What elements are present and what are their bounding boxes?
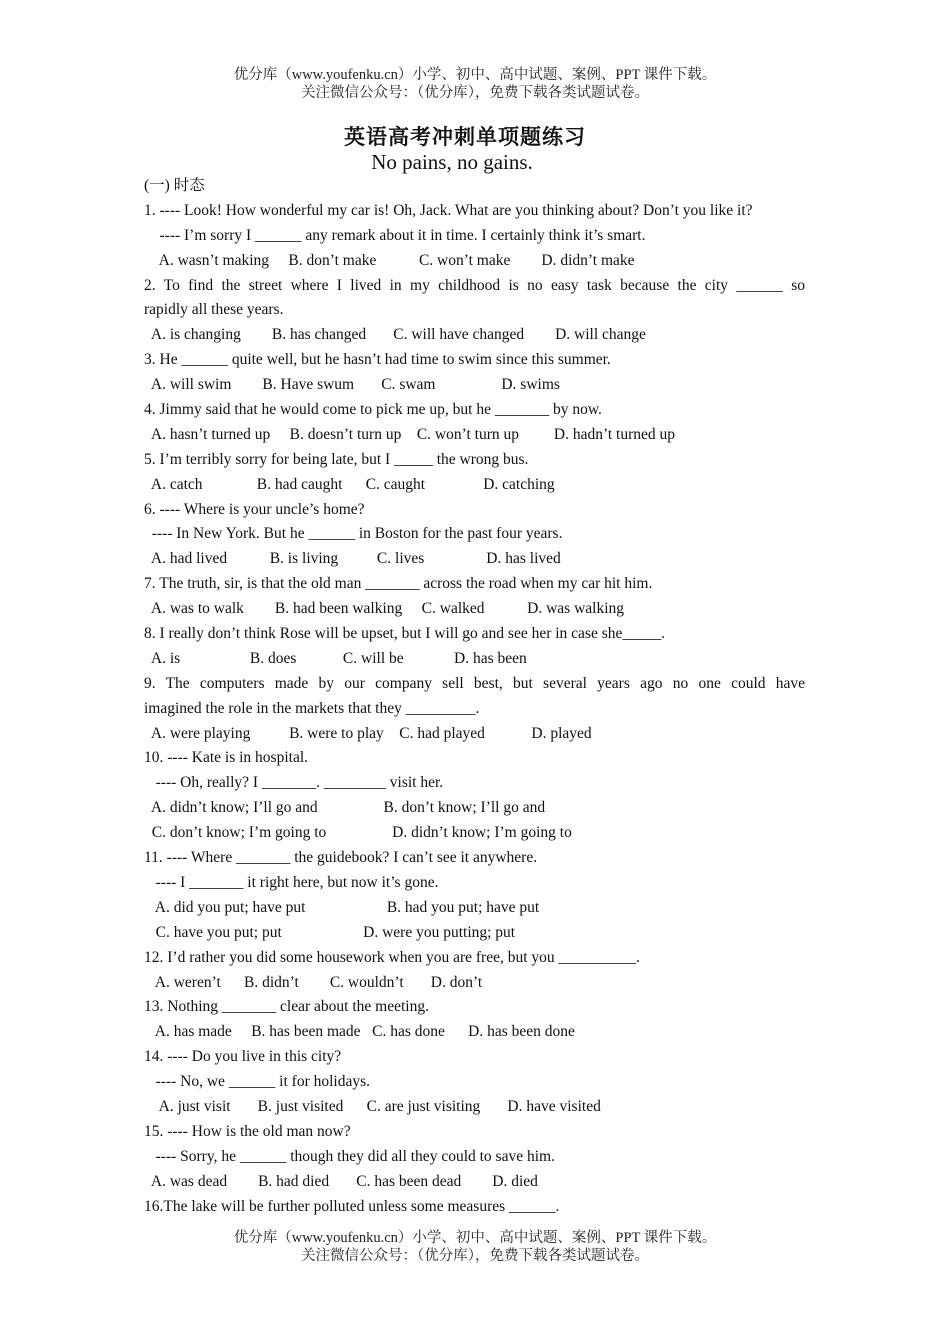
question-line: 5. I’m terribly sorry for being late, but I _____ the wrong bus. — [144, 450, 529, 468]
question-line: ---- Sorry, he ______ though they did all they could to save him. — [144, 1147, 555, 1165]
option-line: A. was to walk B. had been walking C. walked D. was walking — [144, 600, 625, 618]
option-line: C. have you put; put D. were you putting; put — [144, 923, 516, 941]
question-line: 1. ---- Look! How wonderful my car is! Oh, Jack. What are you thinking about? Don’t you like it? — [144, 201, 753, 219]
question-line: 16.The lake will be further polluted unless some measures ______. — [144, 1197, 560, 1215]
question-line: 7. The truth, sir, is that the old man _______ across the road when my car hit him. — [144, 575, 653, 593]
option-line: A. hasn’t turned up B. doesn’t turn up C. won’t turn up D. hadn’t turned up — [144, 425, 675, 443]
question-line: 8. I really don’t think Rose will be upset, but I will go and see her in case she_____. — [144, 625, 666, 643]
header-line-1: 优分库（www.youfenku.cn）小学、初中、高中试题、案例、PPT 课件下载。 — [233, 67, 717, 83]
header-line-2: 关注微信公众号：（优分库），免费下载各类试题试卷。 — [301, 85, 649, 101]
question-line: ---- No, we ______ it for holidays. — [144, 1073, 370, 1091]
option-line: A. will swim B. Have swum C. swam D. swims — [144, 376, 560, 394]
question-line: ---- I _______ it right here, but now it’s gone. — [144, 873, 439, 891]
option-line: A. is B. does C. will be D. has been — [144, 649, 527, 667]
question-line: 14. ---- Do you live in this city? — [144, 1048, 342, 1066]
option-line: A. did you put; have put B. had you put; have put — [144, 898, 540, 916]
question-line: 2. To find the street where I lived in my childhood is no easy task because the city ______ so — [144, 276, 805, 294]
page-footer — [0, 1229, 950, 1265]
document-subtitle: No pains, no gains. — [371, 150, 533, 174]
option-line: C. don’t know; I’m going to D. didn’t know; I’m going to — [144, 824, 572, 842]
option-line: A. is changing B. has changed C. will have changed D. will change — [144, 326, 646, 344]
option-line: A. just visit B. just visited C. are just visiting D. have visited — [144, 1097, 601, 1115]
question-line: 11. ---- Where _______ the guidebook? I can’t see it anywhere. — [144, 849, 538, 867]
exercise-body — [144, 174, 805, 1219]
option-line: A. weren’t B. didn’t C. wouldn’t D. don’t — [144, 973, 483, 991]
footer-line-2: 关注微信公众号：（优分库），免费下载各类试题试卷。 — [301, 1248, 649, 1264]
question-line: ---- In New York. But he ______ in Boston for the past four years. — [144, 525, 563, 543]
option-line: A. catch B. had caught C. caught D. catching — [144, 475, 555, 493]
option-line: A. wasn’t making B. don’t make C. won’t make D. didn’t make — [144, 251, 635, 269]
question-line: 4. Jimmy said that he would come to pick me up, but he _______ by now. — [144, 401, 602, 419]
option-line: A. didn’t know; I’ll go and B. don’t know; I’ll go and — [144, 799, 546, 817]
footer-line-1: 优分库（www.youfenku.cn）小学、初中、高中试题、案例、PPT 课件下载。 — [233, 1230, 717, 1246]
option-line: A. has made B. has been made C. has done D. has been done — [144, 1023, 575, 1041]
question-line: rapidly all these years. — [144, 301, 284, 319]
question-line: 3. He ______ quite well, but he hasn’t had time to swim since this summer. — [144, 351, 611, 369]
question-line: 12. I’d rather you did some housework when you are free, but you __________. — [144, 948, 640, 966]
option-line: A. was dead B. had died C. has been dead D. died — [144, 1172, 538, 1190]
option-line: A. were playing B. were to play C. had played D. played — [144, 724, 592, 742]
question-line: 6. ---- Where is your uncle’s home? — [144, 500, 365, 518]
question-line: ---- I’m sorry I ______ any remark about it in time. I certainly think it’s smart. — [144, 226, 646, 244]
question-line: 13. Nothing _______ clear about the meeting. — [144, 998, 429, 1016]
page-header — [0, 66, 950, 102]
question-line: 10. ---- Kate is in hospital. — [144, 749, 309, 767]
question-line: 9. The computers made by our company sell best, but several years ago no one could have — [144, 674, 805, 692]
question-line: 15. ---- How is the old man now? — [144, 1122, 351, 1140]
question-line: ---- Oh, really? I _______. ________ visit her. — [144, 774, 444, 792]
section-heading: (一) 时态 — [144, 177, 205, 194]
option-line: A. had lived B. is living C. lives D. has lived — [144, 550, 561, 568]
document-title: 英语高考冲刺单项题练习 — [344, 125, 586, 149]
question-line: imagined the role in the markets that they _________. — [144, 699, 480, 717]
